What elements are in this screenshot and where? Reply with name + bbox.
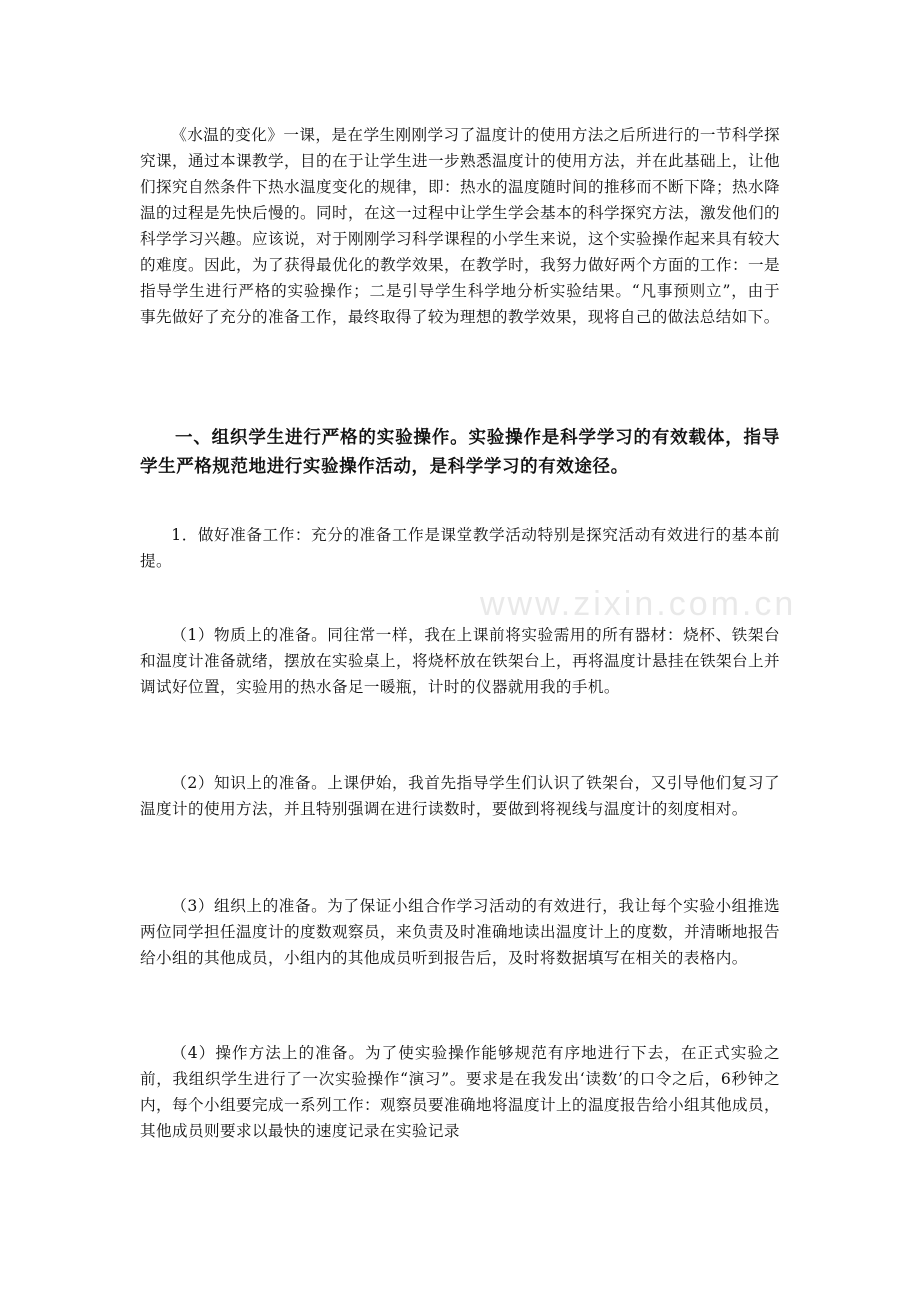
section-heading: 一、组织学生进行严格的实验操作。实验操作是科学学习的有效载体，指导学生严格规范地进行实验操作活动，是科学学习的有效途径。	[140, 428, 780, 477]
material-preparation-paragraph: （1）物质上的准备。同往常一样，我在上课前将实验需用的所有器材：烧杯、铁架台和温度计准备就绪，摆放在实验桌上，将烧杯放在铁架台上，再将温度计悬挂在铁架台上并调试好位置，实验用的热水备足一暖瓶，计时的仪器就用我的手机。	[140, 626, 780, 696]
subsection-paragraph: 1．做好准备工作：充分的准备工作是课堂教学活动特别是探究活动有效进行的基本前提。	[140, 526, 780, 570]
organization-preparation-paragraph: （3）组织上的准备。为了保证小组合作学习活动的有效进行，我让每个实验小组推选两位同学担任温度计的度数观察员，来负责及时准确地读出温度计上的度数，并清晰地报告给小组的其他成员，小组内的其他成员听到报告后，及时将数据填写在相关的表格内。	[140, 897, 780, 967]
knowledge-preparation-paragraph: （2）知识上的准备。上课伊始，我首先指导学生们认识了铁架台，又引导他们复习了温度计的使用方法，并且特别强调在进行读数时，要做到将视线与温度计的刻度相对。	[140, 774, 780, 818]
intro-paragraph: 《水温的变化》一课，是在学生刚刚学习了温度计的使用方法之后所进行的一节科学探究课，通过本课教学，目的在于让学生进一步熟悉温度计的使用方法，并在此基础上，让他们探究自然条件下热水温度变化的规律，即：热水的温度随时间的推移而不断下降；热水降温的过程是先快后慢的。同时，在这一过程中让学生学会基本的科学探究方法，激发他们的科学学习兴趣。应该说，对于刚刚学习科学课程的小学生来说，这个实验操作起来具有较大的难度。因此，为了获得最优化的教学效果，在教学时，我努力做好两个方面的工作：一是指导学生进行严格的实验操作；二是引导学生科学地分析实验结果。“凡事预则立”，由于事先做好了充分的准备工作，最终取得了较为理想的教学效果，现将自己的做法总结如下。	[140, 126, 780, 326]
method-preparation-paragraph: （4）操作方法上的准备。为了使实验操作能够规范有序地进行下去，在正式实验之前，我组织学生进行了一次实验操作“演习”。要求是在我发出‘读数’的口令之后，6秒钟之内，每个小组要完成一系列工作：观察员要准确地将温度计上的温度报告给小组其他成员，其他成员则要求以最快的速度记录在实验记录	[140, 1044, 780, 1140]
watermark: www.zixin.com.cn	[480, 585, 797, 623]
